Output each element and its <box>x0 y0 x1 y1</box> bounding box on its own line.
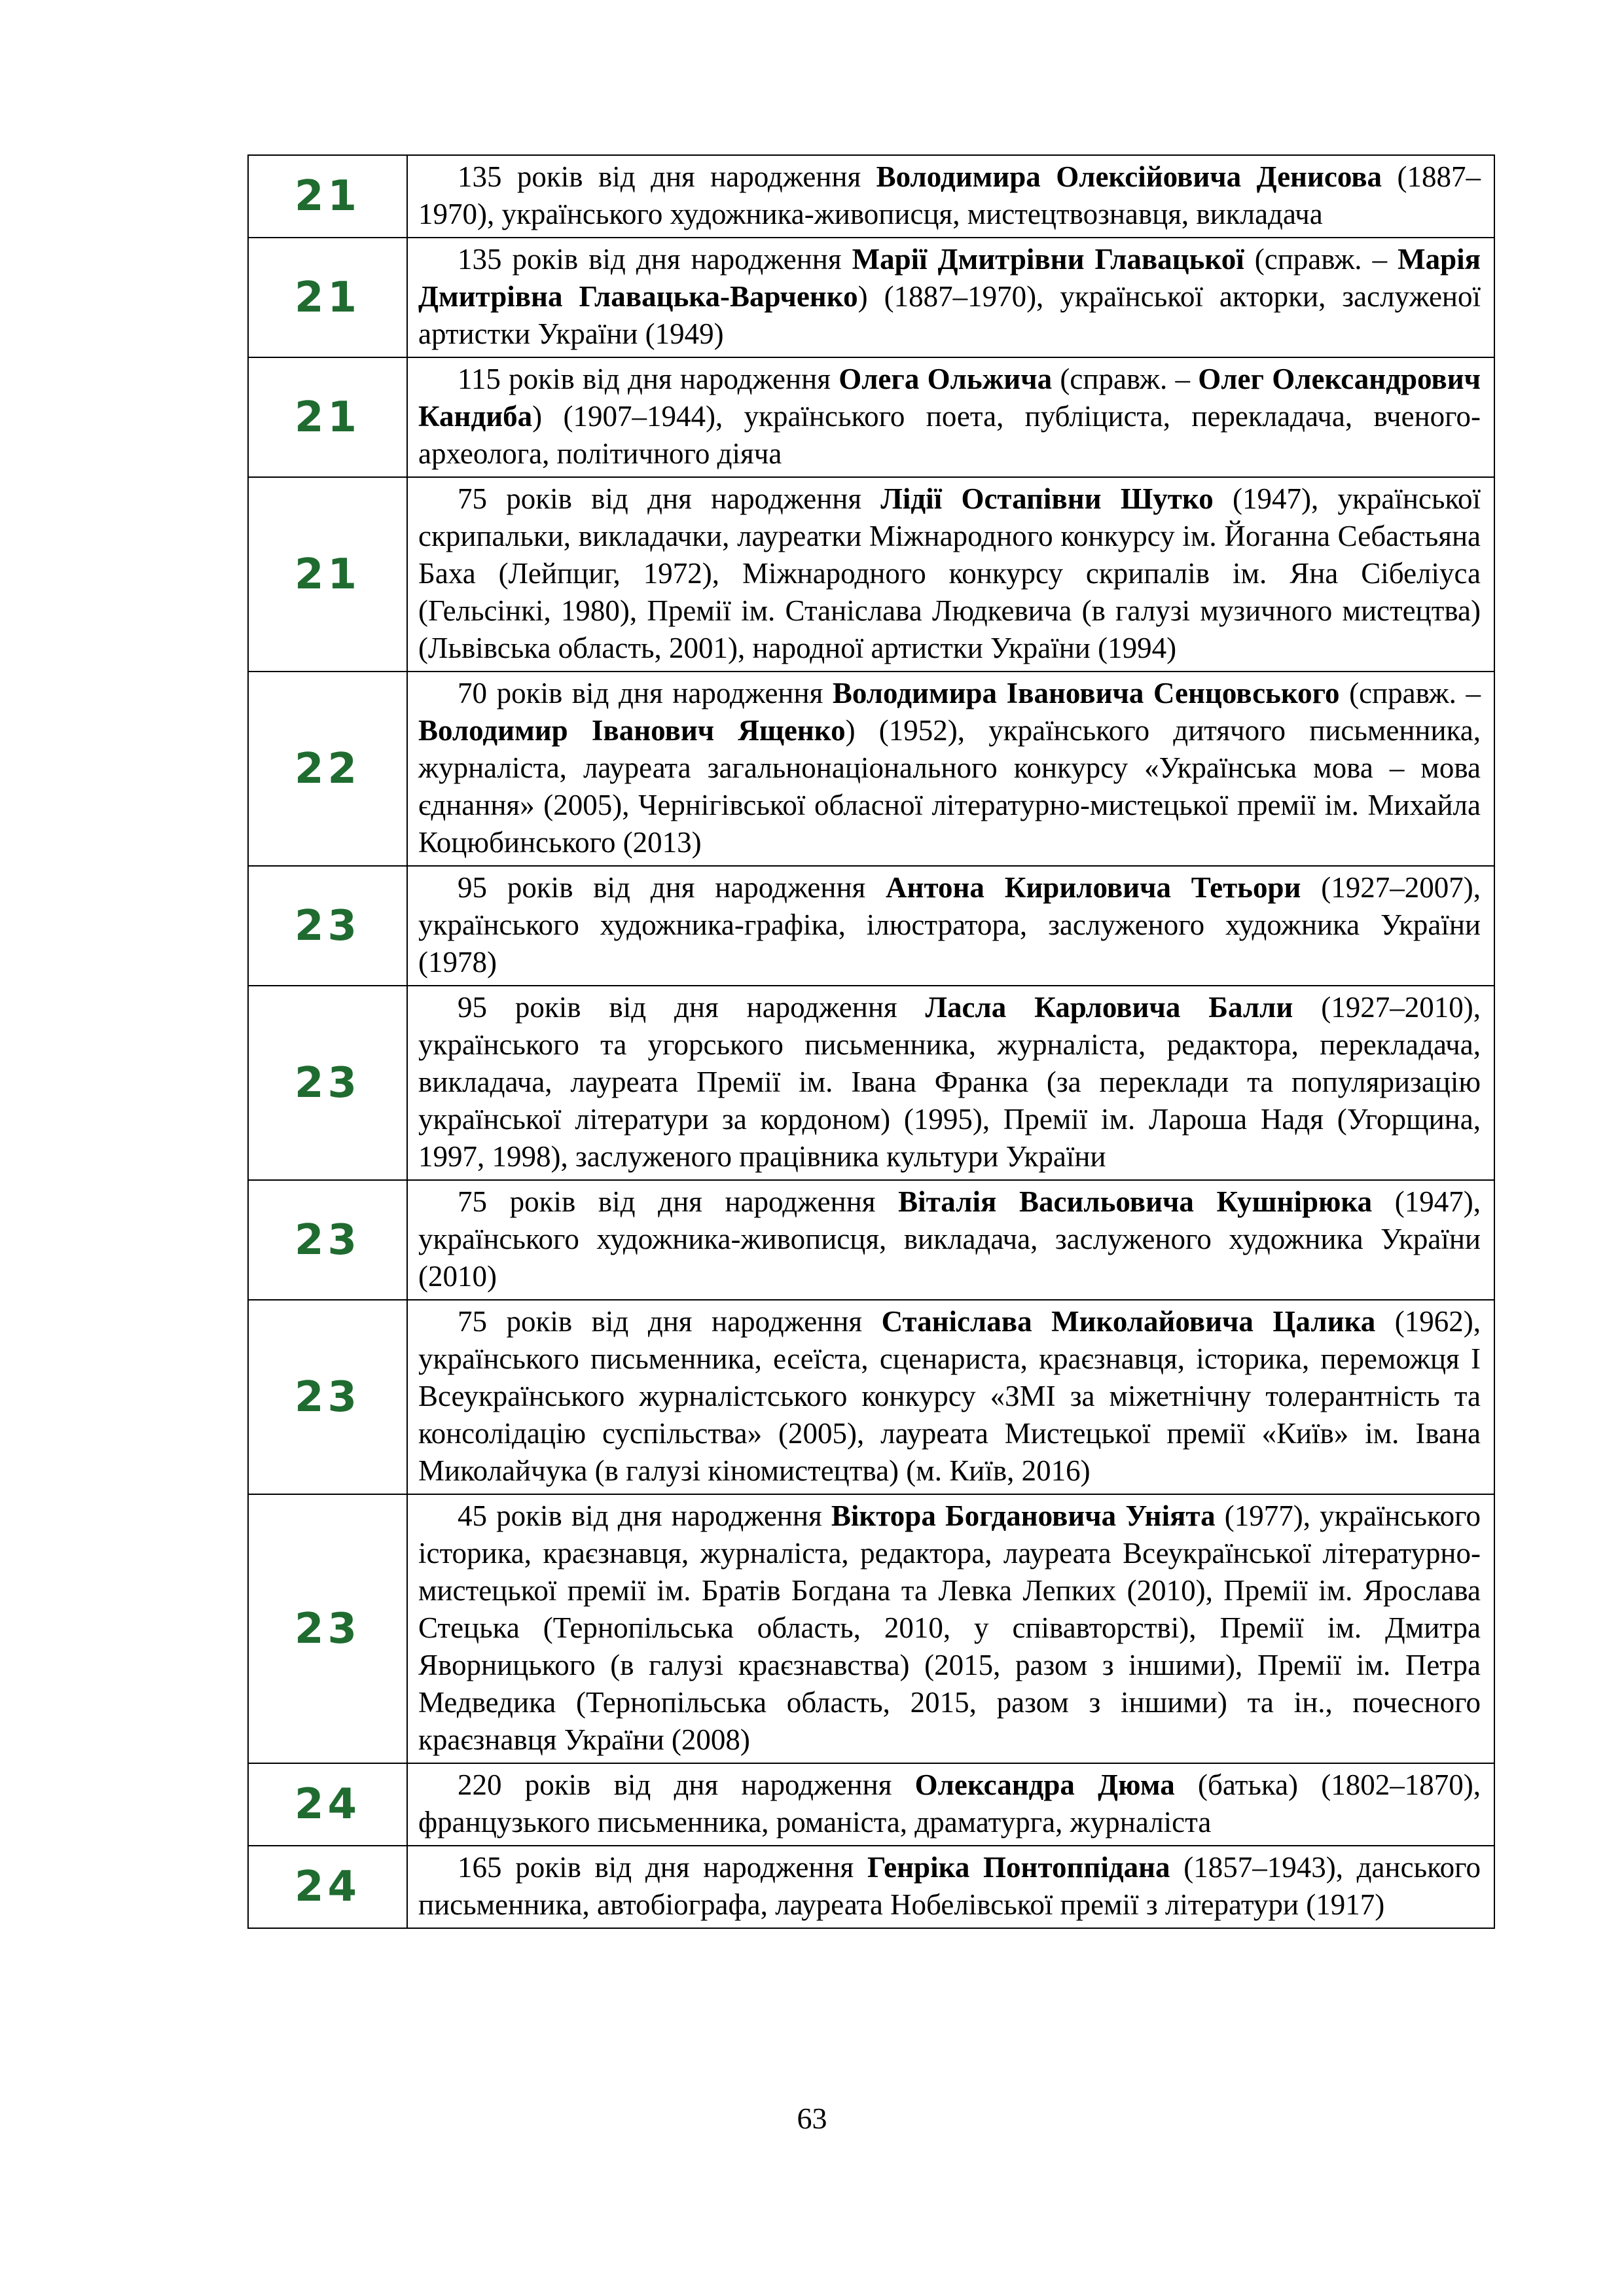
table-row <box>248 1846 1494 1928</box>
person-name: Ласла Карловича Балли <box>925 991 1293 1024</box>
table-row <box>248 357 1494 477</box>
person-name: Олег Олександрович Кандиба <box>418 363 1481 433</box>
description-text: ) (1887–1970), української акторки, заслуженої артистки України (1949) <box>418 280 1481 350</box>
description-paragraph <box>418 1183 1481 1295</box>
description-text: 135 років від дня народження <box>458 160 876 193</box>
person-name: Марія Дмитрівна Главацька-Варченко <box>418 243 1481 313</box>
description-paragraph <box>418 1498 1481 1759</box>
description-text: 135 років від дня народження <box>458 243 852 276</box>
anniversary-description <box>407 1300 1494 1494</box>
description-text: 70 років від дня народження <box>458 677 833 709</box>
description-text: ) (1907–1944), українського поета, публіциста, перекладача, вченого-археолога, політичного діяча <box>418 400 1481 470</box>
day-number: 21 <box>248 238 407 357</box>
anniversary-description <box>407 238 1494 357</box>
day-number: 22 <box>248 672 407 866</box>
description-paragraph <box>418 361 1481 473</box>
day-number: 23 <box>248 1494 407 1763</box>
description-paragraph <box>418 1303 1481 1490</box>
description-paragraph <box>418 869 1481 981</box>
description-text: (1962), українського письменника, есеїста, сценариста, краєзнавця, історика, переможця І Всеукраїнського журналістського конкурсу «ЗМІ за міжетнічну толерантність та консолідацію суспільства» (2005), лауреата Мистецької премії «Київ» ім. Івана Миколайчука (в галузі кіномистецтва) (м. Київ, 2016) <box>418 1305 1481 1487</box>
person-name: Володимира Олексійовича Денисова <box>876 160 1382 193</box>
person-name: Віктора Богдановича Уніята <box>831 1499 1216 1532</box>
table-row <box>248 1763 1494 1846</box>
person-name: Марії Дмитрівни Главацької <box>852 243 1244 276</box>
table-row <box>248 986 1494 1180</box>
description-text: (1977), українського історика, краєзнавця, журналіста, редактора, лауреата Всеукраїнської літературно-мистецької премії ім. Братів Богдана та Левка Лепких (2010), Премії ім. Ярослава Стецька (Тернопільська область, 2010, у співавторстві), Премії ім. Дмитра Яворницького (в галузі краєзнавства) (2015, разом з іншими), Премії ім. Петра Медведика (Тернопільська область, 2015, разом з іншими) та ін., почесного краєзнавця України (2008) <box>418 1499 1481 1756</box>
day-number: 24 <box>248 1763 407 1846</box>
day-number: 23 <box>248 986 407 1180</box>
day-number: 23 <box>248 1180 407 1300</box>
description-text: (1947), української скрипальки, викладачки, лауреатки Міжнародного конкурсу ім. Йоганна Себастьяна Баха (Лейпциг, 1972), Міжнародного конкурсу скрипалів ім. Яна Сібеліуса (Гельсінкі, 1980), Премії ім. Станіслава Людкевича (в галузі музичного мистецтва) (Львівська область, 2001), народної артистки України (1994) <box>418 482 1481 664</box>
description-paragraph <box>418 158 1481 233</box>
description-paragraph <box>418 480 1481 667</box>
description-text: (справж. – <box>1052 363 1199 395</box>
description-text: 75 років від дня народження <box>458 1305 882 1338</box>
description-text: (батька) (1802–1870), французького письменника, романіста, драматурга, журналіста <box>418 1768 1481 1839</box>
person-name: Віталія Васильовича Кушнірюка <box>898 1185 1373 1218</box>
person-name: Олександра Дюма <box>914 1768 1175 1801</box>
day-number: 21 <box>248 357 407 477</box>
description-text: 165 років від дня народження <box>458 1851 867 1884</box>
person-name: Олега Ольжича <box>839 363 1053 395</box>
table-row <box>248 1180 1494 1300</box>
description-text: 75 років від дня народження <box>458 1185 899 1218</box>
description-text: 115 років від дня народження <box>458 363 839 395</box>
description-paragraph <box>418 675 1481 861</box>
anniversary-description <box>407 986 1494 1180</box>
description-text: (1887–1970), українського художника-живописця, мистецтвознавця, викладача <box>418 160 1481 230</box>
person-name: Лідії Остапівни Шутко <box>880 482 1214 515</box>
person-name: Станіслава Миколайовича Цалика <box>881 1305 1376 1338</box>
anniversary-description <box>407 1180 1494 1300</box>
description-text: (1927–2010), українського та угорського письменника, журналіста, редактора, перекладача, викладача, лауреата Премії ім. Івана Франка (за переклади та популяризацію української літератури за кордоном) (1995), Премії ім. Лароша Надя (Угорщина, 1997, 1998), заслуженого працівника культури України <box>418 991 1481 1173</box>
anniversary-description <box>407 357 1494 477</box>
table-row <box>248 672 1494 866</box>
day-number: 23 <box>248 866 407 986</box>
description-text: (1927–2007), українського художника-графіка, ілюстратора, заслуженого художника України (1978) <box>418 871 1481 978</box>
anniversary-description <box>407 477 1494 672</box>
anniversary-description <box>407 672 1494 866</box>
description-text: (справж. – <box>1339 677 1481 709</box>
page-number: 63 <box>797 2102 827 2135</box>
description-paragraph <box>418 241 1481 353</box>
description-text: (1857–1943), данського письменника, автобіографа, лауреата Нобелівської премії з літератури (1917) <box>418 1851 1481 1921</box>
table-row <box>248 477 1494 672</box>
description-text: (1947), українського художника-живописця, викладача, заслуженого художника України (2010) <box>418 1185 1481 1293</box>
description-text: ) (1952), українського дитячого письменника, журналіста, лауреата загальнонаціонального конкурсу «Українська мова – мова єднання» (2005), Чернігівської обласної літературно-мистецької премії ім. Михайла Коцюбинського (2013) <box>418 714 1481 859</box>
description-text: (справж. – <box>1244 243 1398 276</box>
person-name: Володимира Івановича Сенцовського <box>832 677 1340 709</box>
person-name: Антона Кириловича Тетьори <box>886 871 1301 904</box>
description-text: 95 років від дня народження <box>458 871 886 904</box>
anniversary-description <box>407 1494 1494 1763</box>
anniversary-description <box>407 1763 1494 1846</box>
table-row <box>248 155 1494 238</box>
table-body <box>248 155 1494 1928</box>
anniversary-description <box>407 1846 1494 1928</box>
description-text: 45 років від дня народження <box>458 1499 831 1532</box>
anniversary-description <box>407 155 1494 238</box>
anniversary-table <box>247 154 1495 1929</box>
description-text: 95 років від дня народження <box>458 991 926 1024</box>
day-number: 24 <box>248 1846 407 1928</box>
description-text: 220 років від дня народження <box>458 1768 915 1801</box>
day-number: 21 <box>248 477 407 672</box>
day-number: 21 <box>248 155 407 238</box>
table-row <box>248 1494 1494 1763</box>
table-row <box>248 866 1494 986</box>
description-paragraph <box>418 989 1481 1175</box>
table-row <box>248 238 1494 357</box>
description-paragraph <box>418 1849 1481 1924</box>
table-row <box>248 1300 1494 1494</box>
day-number: 23 <box>248 1300 407 1494</box>
person-name: Володимир Іванович Ященко <box>418 714 846 747</box>
anniversary-description <box>407 866 1494 986</box>
person-name: Генріка Понтоппідана <box>867 1851 1170 1884</box>
description-paragraph <box>418 1767 1481 1841</box>
description-text: 75 років від дня народження <box>458 482 881 515</box>
